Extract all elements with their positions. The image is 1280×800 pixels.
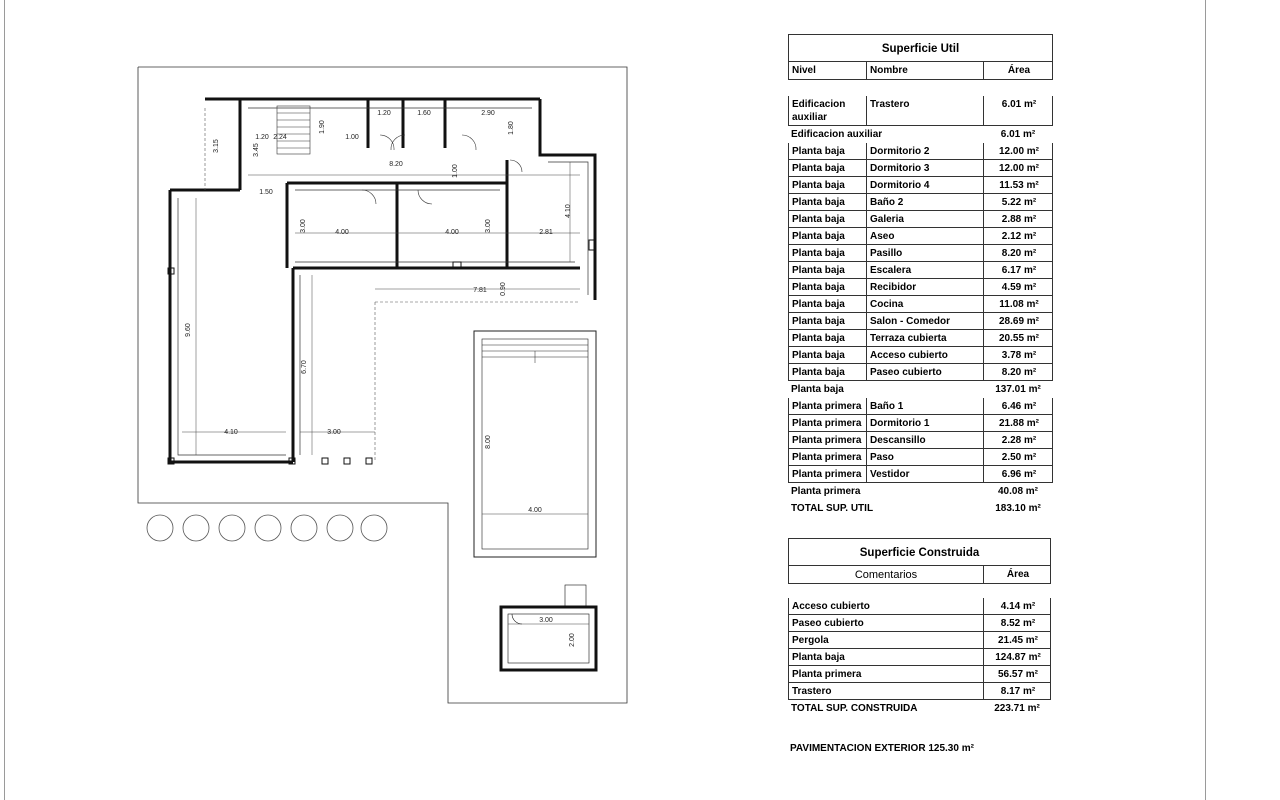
dim-label: 7.81 bbox=[473, 287, 487, 294]
util-row bbox=[788, 466, 1053, 483]
util-cell-nombre: Aseo bbox=[867, 228, 984, 244]
house-walls bbox=[170, 99, 595, 462]
construida-cell-nombre: Acceso cubierto bbox=[789, 598, 984, 614]
construida-cell-nombre: Planta primera bbox=[789, 666, 984, 682]
dim-label: 3.15 bbox=[213, 139, 220, 153]
util-cell-area: 2.88 m² bbox=[1001, 214, 1037, 225]
dim-label: 0.90 bbox=[500, 282, 507, 296]
dim-label: 2.90 bbox=[481, 110, 495, 117]
util-cell-nivel: Planta baja bbox=[789, 143, 867, 159]
util-cell-nombre: Descansillo bbox=[867, 432, 984, 448]
util-cell-nombre: Baño 2 bbox=[867, 194, 984, 210]
util-cell-nivel: Planta baja bbox=[789, 296, 867, 312]
util-title: Superficie Util bbox=[788, 34, 1053, 62]
util-cell-nivel: Planta baja bbox=[789, 364, 867, 380]
util-cell-area: 11.53 m² bbox=[999, 180, 1039, 191]
util-cell-nivel: Planta baja bbox=[789, 211, 867, 227]
construida-header-area: Área bbox=[1006, 569, 1030, 580]
util-cell-nivel: Planta primera bbox=[789, 449, 867, 465]
util-subtotal-row bbox=[788, 126, 1053, 143]
dim-label: 6.70 bbox=[301, 360, 308, 374]
dim-label: 4.00 bbox=[445, 229, 459, 236]
util-cell-nivel: Planta primera bbox=[789, 466, 867, 482]
util-cell-area: 8.20 m² bbox=[1001, 367, 1037, 378]
util-cell-nombre: Dormitorio 1 bbox=[867, 415, 984, 431]
dim-label: 3.00 bbox=[539, 617, 553, 624]
util-cell-nivel: Planta baja bbox=[789, 330, 867, 346]
construida-row bbox=[788, 649, 1051, 666]
dim-label: 1.00 bbox=[452, 164, 459, 178]
construida-cell-nombre: Paseo cubierto bbox=[789, 615, 984, 631]
dim-label: 3.00 bbox=[485, 219, 492, 233]
construida-row bbox=[788, 615, 1051, 632]
util-cell-nivel: Edificacion auxiliar bbox=[789, 96, 867, 125]
construida-cell-area: 8.17 m² bbox=[1000, 686, 1036, 697]
dimension-labels bbox=[185, 110, 576, 647]
util-cell-area: 12.00 m² bbox=[998, 163, 1040, 174]
util-subtotal-label: Planta primera bbox=[791, 486, 861, 497]
util-cell-area: 6.17 m² bbox=[1001, 265, 1037, 276]
util-cell-area: 6.96 m² bbox=[1001, 469, 1037, 480]
util-subtotal-label: TOTAL SUP. UTIL bbox=[791, 503, 874, 514]
dim-label: 2.00 bbox=[569, 633, 576, 647]
dim-label: 1.20 bbox=[255, 134, 269, 141]
util-row bbox=[788, 262, 1053, 279]
dim-label: 1.50 bbox=[259, 189, 273, 196]
util-subtotal-area: 137.01 m² bbox=[995, 384, 1041, 395]
util-row bbox=[788, 177, 1053, 194]
dimension-lines bbox=[182, 162, 589, 624]
construida-row bbox=[788, 666, 1051, 683]
util-row bbox=[788, 432, 1053, 449]
dim-label: 2.24 bbox=[273, 134, 287, 141]
util-cell-nivel: Planta baja bbox=[789, 347, 867, 363]
util-header-area: Área bbox=[1007, 65, 1031, 76]
util-cell-nivel: Planta baja bbox=[789, 262, 867, 278]
construida-cell-area: 21.45 m² bbox=[997, 635, 1039, 646]
util-row bbox=[788, 211, 1053, 228]
construida-row bbox=[788, 683, 1051, 700]
util-cell-area: 8.20 m² bbox=[1001, 248, 1037, 259]
construida-cell-area: 56.57 m² bbox=[997, 669, 1039, 680]
util-header-nivel: Nivel bbox=[789, 62, 867, 79]
construida-row bbox=[788, 632, 1051, 649]
util-row bbox=[788, 279, 1053, 296]
util-cell-nombre: Recibidor bbox=[867, 279, 984, 295]
util-cell-nombre: Vestidor bbox=[867, 466, 984, 482]
util-cell-area: 2.28 m² bbox=[1001, 435, 1037, 446]
dim-label: 4.10 bbox=[565, 204, 572, 218]
right-frame-line bbox=[1205, 0, 1206, 800]
stair bbox=[277, 106, 310, 154]
util-cell-nivel: Planta primera bbox=[789, 398, 867, 414]
util-subtotal-row bbox=[788, 381, 1053, 398]
util-header-nombre: Nombre bbox=[867, 62, 984, 79]
util-row bbox=[788, 330, 1053, 347]
util-row bbox=[788, 194, 1053, 211]
util-cell-nivel: Planta baja bbox=[789, 228, 867, 244]
util-row bbox=[788, 143, 1053, 160]
construida-cell-nombre: Pergola bbox=[789, 632, 984, 648]
construida-cell-nombre: Trastero bbox=[789, 683, 984, 699]
util-cell-nombre: Pasillo bbox=[867, 245, 984, 261]
util-row bbox=[788, 245, 1053, 262]
util-cell-nombre: Acceso cubierto bbox=[867, 347, 984, 363]
util-row bbox=[788, 296, 1053, 313]
util-cell-area: 6.01 m² bbox=[1001, 99, 1037, 110]
util-cell-area: 12.00 m² bbox=[998, 146, 1040, 157]
util-subtotal-label: Edificacion auxiliar bbox=[791, 129, 883, 140]
dim-label: 8.20 bbox=[389, 161, 403, 168]
dim-label: 1.20 bbox=[377, 110, 391, 117]
util-cell-nivel: Planta baja bbox=[789, 177, 867, 193]
dim-label: 3.00 bbox=[327, 429, 341, 436]
util-cell-nivel: Planta primera bbox=[789, 415, 867, 431]
dim-label: 3.00 bbox=[300, 219, 307, 233]
construida-header-row bbox=[788, 566, 1051, 584]
util-row bbox=[788, 364, 1053, 381]
dim-label: 1.80 bbox=[508, 121, 515, 135]
util-cell-area: 3.78 m² bbox=[1001, 350, 1037, 361]
dim-label: 2.81 bbox=[539, 229, 553, 236]
construida-title: Superficie Construida bbox=[788, 538, 1051, 566]
pool bbox=[474, 331, 596, 557]
util-row bbox=[788, 398, 1053, 415]
util-cell-nombre: Escalera bbox=[867, 262, 984, 278]
util-cell-area: 2.50 m² bbox=[1001, 452, 1037, 463]
construida-header-comentarios: Comentarios bbox=[789, 566, 984, 583]
util-cell-nivel: Planta primera bbox=[789, 432, 867, 448]
construida-total-row bbox=[788, 700, 1051, 717]
util-header-row bbox=[788, 62, 1053, 80]
dim-label: 9.60 bbox=[185, 323, 192, 337]
construida-row bbox=[788, 598, 1051, 615]
trees bbox=[147, 515, 387, 541]
util-row bbox=[788, 160, 1053, 177]
util-subtotal-area: 40.08 m² bbox=[997, 486, 1039, 497]
dim-label: 4.10 bbox=[224, 429, 238, 436]
util-row bbox=[788, 347, 1053, 364]
construida-cell-nombre: Planta baja bbox=[789, 649, 984, 665]
dim-label: 3.45 bbox=[253, 143, 260, 157]
util-subtotal-area: 183.10 m² bbox=[995, 503, 1041, 514]
util-subtotal-row bbox=[788, 483, 1053, 500]
dim-label: 1.00 bbox=[345, 134, 359, 141]
util-cell-nombre: Paseo cubierto bbox=[867, 364, 984, 380]
util-cell-area: 20.55 m² bbox=[998, 333, 1040, 344]
construida-cell-area: 124.87 m² bbox=[995, 652, 1041, 663]
dim-label: 4.00 bbox=[335, 229, 349, 236]
util-cell-nivel: Planta baja bbox=[789, 313, 867, 329]
util-cell-area: 11.08 m² bbox=[999, 299, 1039, 310]
util-row bbox=[788, 415, 1053, 432]
door-swings bbox=[362, 135, 522, 204]
util-cell-nivel: Planta baja bbox=[789, 279, 867, 295]
util-cell-area: 28.69 m² bbox=[998, 316, 1040, 327]
construida-cell-area: 223.71 m² bbox=[994, 703, 1040, 714]
util-cell-area: 2.12 m² bbox=[1001, 231, 1037, 242]
util-cell-nombre: Trastero bbox=[867, 96, 984, 125]
util-cell-nombre: Baño 1 bbox=[867, 398, 984, 414]
util-cell-nombre: Dormitorio 4 bbox=[867, 177, 984, 193]
util-subtotal-area: 6.01 m² bbox=[1000, 129, 1036, 140]
construida-cell-area: 8.52 m² bbox=[1000, 618, 1036, 629]
util-cell-nombre: Cocina bbox=[867, 296, 984, 312]
util-cell-nombre: Dormitorio 3 bbox=[867, 160, 984, 176]
util-row bbox=[788, 96, 1053, 126]
util-cell-area: 4.59 m² bbox=[1001, 282, 1037, 293]
dim-label: 8.00 bbox=[485, 435, 492, 449]
construida-cell-area: 4.14 m² bbox=[1000, 601, 1036, 612]
util-cell-nombre: Paso bbox=[867, 449, 984, 465]
util-row bbox=[788, 313, 1053, 330]
construida-cell-nombre: TOTAL SUP. CONSTRUIDA bbox=[791, 703, 918, 714]
auxiliary-building bbox=[501, 585, 596, 670]
util-cell-area: 6.46 m² bbox=[1001, 401, 1037, 412]
util-subtotal-label: Planta baja bbox=[791, 384, 844, 395]
util-cell-nivel: Planta baja bbox=[789, 194, 867, 210]
util-cell-area: 21.88 m² bbox=[998, 418, 1040, 429]
util-cell-nivel: Planta baja bbox=[789, 160, 867, 176]
util-cell-nivel: Planta baja bbox=[789, 245, 867, 261]
dim-label: 1.60 bbox=[417, 110, 431, 117]
util-row bbox=[788, 449, 1053, 466]
dim-label: 4.00 bbox=[528, 507, 542, 514]
util-cell-nombre: Terraza cubierta bbox=[867, 330, 984, 346]
dim-label: 1.90 bbox=[319, 120, 326, 134]
util-cell-nombre: Salon - Comedor bbox=[867, 313, 984, 329]
util-row bbox=[788, 228, 1053, 245]
util-subtotal-row bbox=[788, 500, 1053, 517]
util-cell-area: 5.22 m² bbox=[1001, 197, 1037, 208]
util-cell-nombre: Dormitorio 2 bbox=[867, 143, 984, 159]
util-cell-nombre: Galeria bbox=[867, 211, 984, 227]
pavimentacion-exterior-note: PAVIMENTACION EXTERIOR 125.30 m² bbox=[790, 743, 974, 754]
